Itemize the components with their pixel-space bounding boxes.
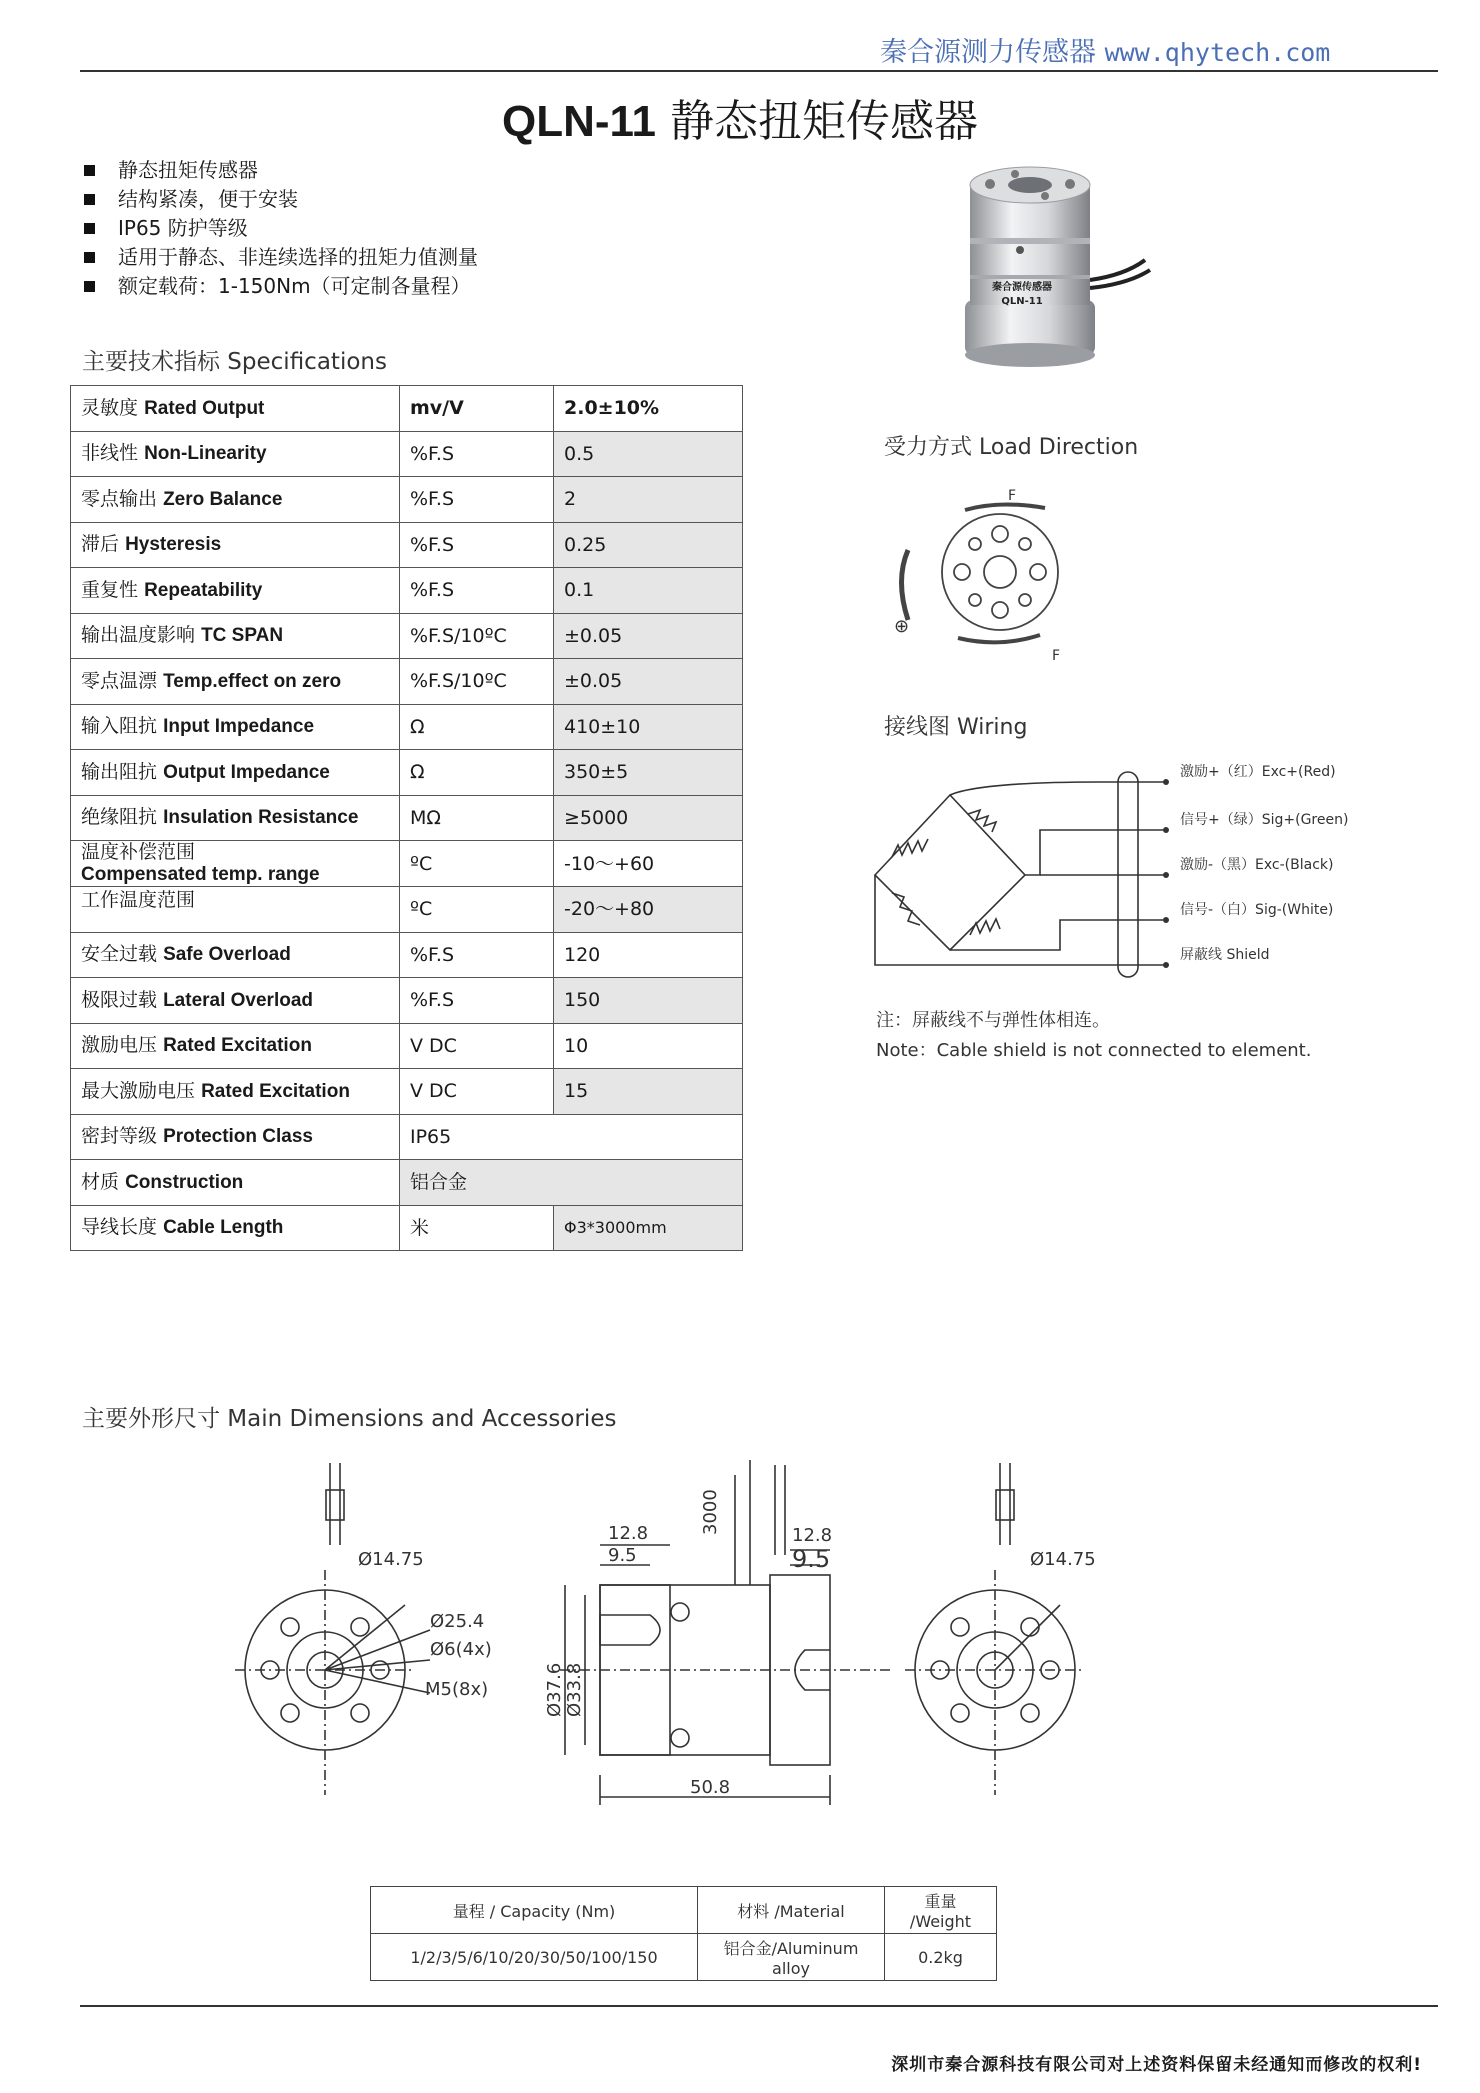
wiring-note-cn: 注：屏蔽线不与弹性体相连。	[876, 1010, 1110, 1031]
list-item: IP65 防护等级	[84, 214, 478, 243]
product-photo	[940, 160, 1160, 370]
spec-value: 150	[554, 978, 743, 1024]
table-row	[71, 1069, 743, 1115]
footer-disclaimer: 深圳市秦合源科技有限公司对上述资料保留未经通知而修改的权利!	[891, 2055, 1422, 2075]
table-row	[71, 887, 743, 933]
table-header: 重量 /Weight	[885, 1887, 997, 1934]
spec-name: 温度补偿范围 Compensated temp. range	[71, 841, 400, 887]
table-row	[71, 522, 743, 568]
spec-unit: ºC	[400, 887, 554, 933]
spec-unit: IP65	[400, 1114, 743, 1160]
load-direction-title: 受力方式 Load Direction	[884, 435, 1139, 460]
spec-unit: mv/V	[400, 386, 554, 432]
table-header: 材料 /Material	[698, 1887, 885, 1934]
header-brand	[880, 30, 1330, 69]
spec-name: 绝缘阻抗 Insulation Resistance	[71, 795, 400, 841]
feature-list	[84, 156, 478, 301]
list-item: 额定载荷：1-150Nm（可定制各量程）	[84, 272, 478, 301]
company-name: 秦合源测力传感器	[880, 37, 1096, 68]
spec-name: 输出阻抗 Output Impedance	[71, 750, 400, 796]
spec-name: 灵敏度 Rated Output	[71, 386, 400, 432]
spec-value: 0.25	[554, 522, 743, 568]
table-row	[71, 1114, 743, 1160]
spec-unit: %F.S	[400, 932, 554, 978]
table-row	[71, 659, 743, 705]
table-cell: 1/2/3/5/6/10/20/30/50/100/150	[371, 1934, 698, 1981]
spec-unit: %F.S	[400, 978, 554, 1024]
spec-name: 输出温度影响 TC SPAN	[71, 613, 400, 659]
dimension-drawing	[230, 1455, 1360, 1855]
spec-name: 重复性 Repeatability	[71, 568, 400, 614]
spec-value: 15	[554, 1069, 743, 1115]
capacity-table	[370, 1886, 997, 1981]
dim-d1475-left: Ø14.75	[358, 1549, 424, 1570]
table-header: 量程 / Capacity (Nm)	[371, 1887, 698, 1934]
spec-unit: %F.S/10ºC	[400, 659, 554, 705]
table-row	[371, 1887, 997, 1934]
dim-d1475-right: Ø14.75	[1030, 1549, 1096, 1570]
list-item: 静态扭矩传感器	[84, 156, 478, 185]
table-row	[71, 978, 743, 1024]
wiring-title: 接线图 Wiring	[884, 715, 1028, 740]
spec-value: 0.1	[554, 568, 743, 614]
spec-value: ≥5000	[554, 795, 743, 841]
spec-unit: %F.S	[400, 522, 554, 568]
table-row	[71, 1023, 743, 1069]
wiring-diagram	[870, 760, 1210, 990]
spec-name: 激励电压 Rated Excitation	[71, 1023, 400, 1069]
spec-name: 密封等级 Protection Class	[71, 1114, 400, 1160]
spec-value: -10～+60	[554, 841, 743, 887]
table-cell: 0.2kg	[885, 1934, 997, 1981]
table-row	[71, 477, 743, 523]
spec-unit: MΩ	[400, 795, 554, 841]
header-rule	[80, 70, 1438, 72]
list-item: 结构紧凑，便于安装	[84, 185, 478, 214]
spec-name: 输入阻抗 Input Impedance	[71, 704, 400, 750]
spec-value: ±0.05	[554, 659, 743, 705]
photo-model-label: QLN-11	[1001, 296, 1043, 307]
spec-unit: Ω	[400, 750, 554, 796]
force-label-bottom: F	[1052, 648, 1061, 664]
spec-table	[70, 385, 743, 1251]
spec-unit: ºC	[400, 841, 554, 887]
spec-unit: V DC	[400, 1069, 554, 1115]
dim-d254: Ø25.4	[430, 1611, 485, 1632]
table-row	[71, 750, 743, 796]
plus-icon: ⊕	[894, 616, 910, 637]
table-row	[71, 568, 743, 614]
spec-name: 安全过载 Safe Overload	[71, 932, 400, 978]
dimensions-heading: 主要外形尺寸 Main Dimensions and Accessories	[82, 1406, 617, 1432]
page-title	[0, 85, 1480, 149]
spec-name: 材质 Construction	[71, 1160, 400, 1206]
spec-name: 非线性 Non-Linearity	[71, 431, 400, 477]
spec-value: Φ3*3000mm	[554, 1205, 743, 1251]
model-number: QLN-11	[501, 97, 657, 146]
spec-name: 零点温漂 Temp.effect on zero	[71, 659, 400, 705]
wiring-note	[876, 1006, 1311, 1066]
table-row	[71, 431, 743, 477]
table-cell: 铝合金/Aluminum alloy	[698, 1934, 885, 1981]
spec-value: ±0.05	[554, 613, 743, 659]
spec-value: -20～+80	[554, 887, 743, 933]
spec-unit: 铝合金	[400, 1160, 743, 1206]
spec-unit: %F.S	[400, 431, 554, 477]
spec-unit: %F.S	[400, 477, 554, 523]
table-row	[71, 932, 743, 978]
website-url[interactable]: www.qhytech.com	[1104, 38, 1331, 67]
spec-value: 350±5	[554, 750, 743, 796]
table-row	[71, 386, 743, 432]
dim-w128-left: 12.8	[608, 1523, 649, 1544]
dim-d376: Ø37.6	[544, 1662, 565, 1717]
dim-m5: M5(8x)	[425, 1679, 489, 1700]
spec-name: 导线长度 Cable Length	[71, 1205, 400, 1251]
dim-w95-left: 9.5	[608, 1545, 637, 1566]
dim-d6: Ø6(4x)	[430, 1639, 492, 1660]
table-row	[371, 1934, 997, 1981]
dim-l508: 50.8	[690, 1777, 731, 1798]
spec-name: 滞后 Hysteresis	[71, 522, 400, 568]
table-row	[71, 1205, 743, 1251]
dim-d338: Ø33.8	[564, 1662, 585, 1717]
spec-unit: 米	[400, 1205, 554, 1251]
spec-name: 零点输出 Zero Balance	[71, 477, 400, 523]
spec-unit: %F.S/10ºC	[400, 613, 554, 659]
spec-value: 410±10	[554, 704, 743, 750]
wiring-note-en: Note：Cable shield is not connected to element.	[876, 1040, 1312, 1061]
table-row	[71, 841, 743, 887]
spec-name: 工作温度范围	[71, 887, 400, 933]
spec-name: 极限过载 Lateral Overload	[71, 978, 400, 1024]
footer-rule	[80, 2005, 1438, 2007]
spec-value: 0.5	[554, 431, 743, 477]
table-row	[71, 704, 743, 750]
specs-heading: 主要技术指标 Specifications	[82, 349, 387, 375]
spec-value: 2	[554, 477, 743, 523]
dim-w95-right: 9.5	[792, 1545, 831, 1573]
list-item: 适用于静态、非连续选择的扭矩力值测量	[84, 243, 478, 272]
spec-name: 最大激励电压 Rated Excitation	[71, 1069, 400, 1115]
spec-value: 2.0±10%	[554, 386, 743, 432]
spec-unit: V DC	[400, 1023, 554, 1069]
load-direction-diagram	[880, 480, 1120, 680]
dim-w128-right: 12.8	[792, 1525, 833, 1546]
table-row	[71, 613, 743, 659]
dim-cable-length: 3000	[700, 1489, 721, 1535]
spec-unit: %F.S	[400, 568, 554, 614]
spec-unit: Ω	[400, 704, 554, 750]
product-name: 静态扭矩传感器	[670, 96, 979, 147]
force-label-top: F	[1008, 488, 1017, 504]
photo-brand-label: 秦合源传感器	[992, 282, 1052, 293]
spec-value: 120	[554, 932, 743, 978]
spec-value: 10	[554, 1023, 743, 1069]
table-row	[71, 795, 743, 841]
table-row	[71, 1160, 743, 1206]
